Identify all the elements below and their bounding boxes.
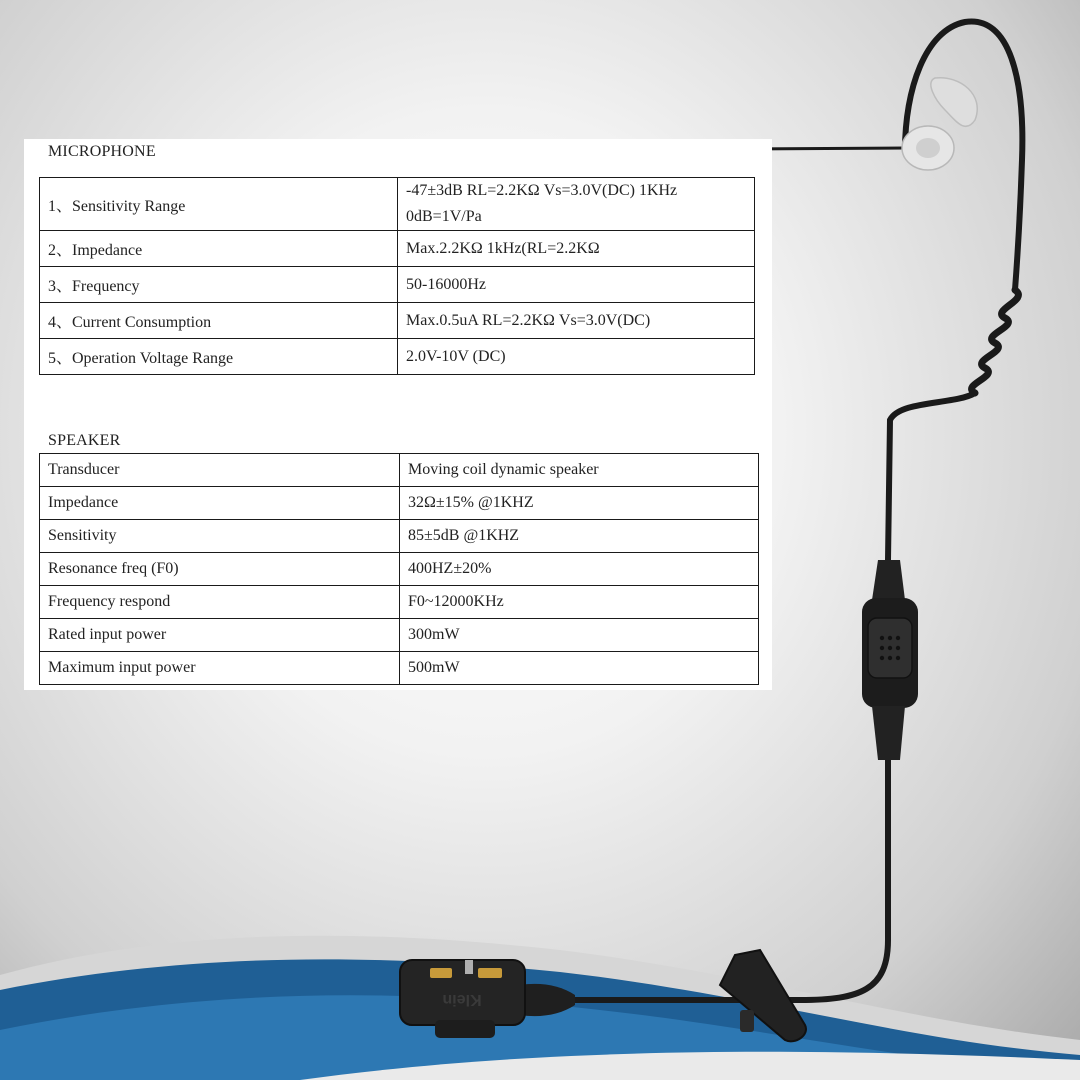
spec-value: Max.0.5uA RL=2.2KΩ Vs=3.0V(DC) — [398, 303, 755, 339]
spec-value: 400HZ±20% — [400, 553, 759, 586]
spec-label: Rated input power — [40, 619, 400, 652]
spec-label: Frequency respond — [40, 586, 400, 619]
spec-sheet — [24, 139, 772, 690]
spec-label: Maximum input power — [40, 652, 400, 685]
table-row — [40, 178, 755, 231]
table-row — [40, 520, 759, 553]
spec-label: 2、Impedance — [40, 231, 398, 267]
connector-brand: Klein — [442, 991, 482, 1008]
speaker-spec-table — [39, 453, 759, 685]
spec-label: 3、Frequency — [40, 267, 398, 303]
table-row — [40, 267, 755, 303]
spec-value: 32Ω±15% @1KHZ — [400, 487, 759, 520]
spec-value: F0~12000KHz — [400, 586, 759, 619]
spec-label: Impedance — [40, 487, 400, 520]
table-row — [40, 231, 755, 267]
spec-label: Resonance freq (F0) — [40, 553, 400, 586]
table-row — [40, 586, 759, 619]
speaker-section-title: SPEAKER — [48, 432, 121, 449]
spec-value: 2.0V-10V (DC) — [398, 339, 755, 375]
microphone-section-title: MICROPHONE — [48, 143, 156, 160]
table-row — [40, 454, 759, 487]
table-row — [40, 303, 755, 339]
spec-label: 5、Operation Voltage Range — [40, 339, 398, 375]
table-row — [40, 339, 755, 375]
spec-value: 300mW — [400, 619, 759, 652]
ptt-switch — [862, 560, 918, 760]
table-row — [40, 619, 759, 652]
spec-value: Max.2.2KΩ 1kHz(RL=2.2KΩ — [398, 231, 755, 267]
spec-label: 4、Current Consumption — [40, 303, 398, 339]
microphone-spec-table — [39, 177, 755, 375]
spec-label: Sensitivity — [40, 520, 400, 553]
table-row — [40, 652, 759, 685]
spec-value: 50-16000Hz — [398, 267, 755, 303]
spec-value: -47±3dB RL=2.2KΩ Vs=3.0V(DC) 1KHz 0dB=1V/Pa — [398, 178, 755, 231]
table-row — [40, 487, 759, 520]
spec-value: Moving coil dynamic speaker — [400, 454, 759, 487]
table-row — [40, 553, 759, 586]
spec-value: 500mW — [400, 652, 759, 685]
spec-label: Transducer — [40, 454, 400, 487]
spec-label: 1、Sensitivity Range — [40, 178, 398, 231]
spec-value: 85±5dB @1KHZ — [400, 520, 759, 553]
